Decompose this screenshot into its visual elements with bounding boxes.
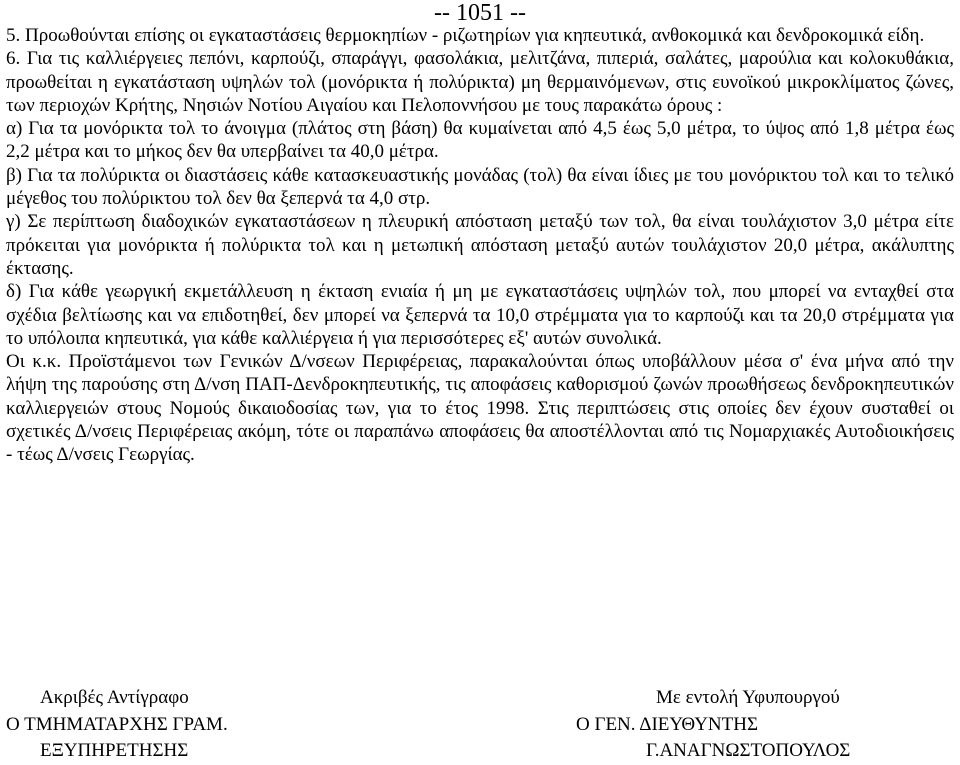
by-order-label: Με εντολή Υφυπουργού (656, 687, 840, 708)
paragraph-6: 6. Για τις καλλιέργειες πεπόνι, καρπούζι, σπαράγγι, φασολάκια, μελιτζάνα, πιπεριά, σαλάτες, μαρούλια και κολοκυθάκια, προωθείται η εγκατάσταση υψηλών τολ (μονόρικτα ή πολύρικτα) μη θερμαινόμενων, στις ευνοϊκού μικροκλίματος ζώνες, των περιοχών Κρήτης, Νησιών Νοτίου Αιγαίου και Πελοποννήσου με τους παρακάτω όρους : (6, 48, 954, 116)
signature-block-left (6, 685, 228, 765)
signatory-name: Γ.ΑΝΑΓΝΩΣΤΟΠΟΥΛΟΣ (646, 740, 851, 761)
paragraph-a: α) Για τα μονόρικτα τολ το άνοιγμα (πλάτος στη βάση) θα κυμαίνεται από 4,5 έως 5,0 μέτρα, το ύψος από 1,8 μέτρα έως 2,2 μέτρα και το μήκος δεν θα υπερβαίνει τα 40,0 μέτρα. (6, 118, 954, 163)
paragraph-instructions: Οι κ.κ. Προϊστάμενοι των Γενικών Δ/νσεων Περιφέρειας, παρακαλούνται όπως υποβάλλουν μέσα σ' ένα μήνα από την λήψη της παρούσης στη Δ/νση ΠΑΠ-Δενδροκηπευτικής, τις αποφάσεις καθορισμού ζωνών προωθήσεως δενδροκηπευτικών καλλιεργειών στους Νομούς δικαιοδοσίας των, για το έτος 1998. Στις περιπτώσεις στις οποίες δεν έχουν συσταθεί οι σχετικές Δ/νσεις Περιφέρειας ακόμη, τότε οι παραπάνω αποφάσεις θα αποστέλλονται από τις Νομαρχιακές Αυτοδιοικήσεις - τέως Δ/νσεις Γεωργίας. (6, 351, 954, 466)
signature-block-right (576, 685, 850, 765)
paragraph-d: δ) Για κάθε γεωργική εκμετάλλευση η έκταση ενιαία ή μη με εγκαταστάσεις υψηλών τολ, που μπορεί να ενταχθεί στα σχέδια βελτίωσης και να επιδοτηθεί, δεν μπορεί να ξεπερνά τα 10,0 στρέμματα για το καρπούζι και τα 20,0 στρέμματα για το υπόλοιπα κηπευτικά, για κάθε καλλιέργεια ή για περισσότερες εξ' αυτών συνολικά. (6, 281, 954, 349)
paragraph-5: 5. Προωθούνται επίσης οι εγκαταστάσεις θερμοκηπίων - ριζωτηρίων για κηπευτικά, ανθοκομικά και δενδροκομικά είδη. (6, 25, 925, 46)
paragraph-b: β) Για τα πολύρικτα οι διαστάσεις κάθε κατασκευαστικής μονάδας (τολ) θα είναι ίδιες με του μονόρικτου τολ και το τελικό μέγεθος του πολύρικτου τολ δεν θα ξεπερνά τα 4,0 στρ. (6, 164, 954, 210)
head-of-section-title: Ο ΤΜΗΜΑΤΑΡΧΗΣ ΓΡΑΜ. (6, 713, 228, 735)
document-body (6, 24, 954, 467)
page-number: -- 1051 -- (434, 0, 526, 26)
service-label: ΕΞΥΠΗΡΕΤΗΣΗΣ (40, 740, 189, 761)
general-director-title: Ο ΓΕΝ. ΔΙΕΥΘΥΝΤΗΣ (576, 713, 759, 735)
certified-copy-label: Ακριβές Αντίγραφο (40, 687, 189, 708)
paragraph-c: γ) Σε περίπτωση διαδοχικών εγκαταστάσεων η πλευρική απόσταση μεταξύ των τολ, θα είναι τουλάχιστον 3,0 μέτρα είτε πρόκειται για μονόρικτα ή πολύρικτα τολ και η μετωπική απόσταση μεταξύ αυτών τουλάχιστον 20,0 μέτρα, ακάλυπτης έκτασης. (6, 211, 954, 279)
